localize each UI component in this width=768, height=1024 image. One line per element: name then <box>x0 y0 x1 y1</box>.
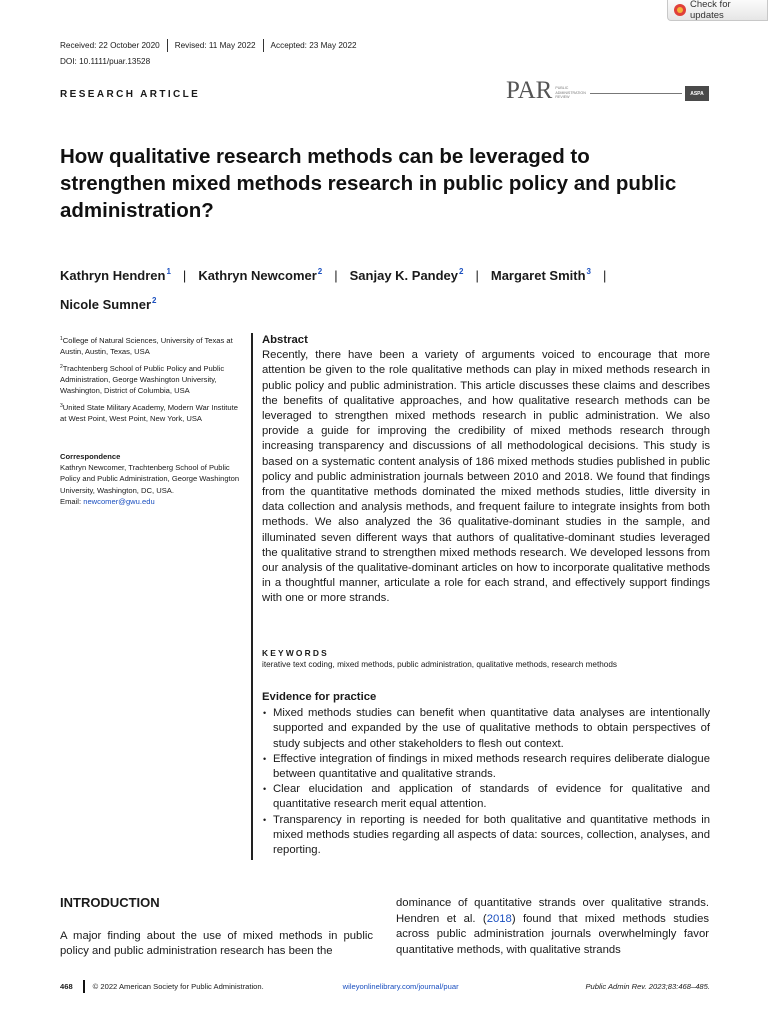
evidence-item: • Transparency in reporting is needed for both qualitative and quantitative methods in mixed methods studies regarding all aspects of data: sources, collection, analyses, and reporting. <box>262 813 710 859</box>
affiliation: $^1$College of Natural Sciences, University of Texas at Austin, Austin, Texas, USA <box>60 336 233 357</box>
affiliation-ref: 2 <box>317 267 323 276</box>
correspondence-text: Kathryn Newcomer, Trachtenberg School of Public Policy and Public Administration, George Washington University, Washington, DC, USA. Email: newcomer@gwu.edu <box>60 463 240 506</box>
abstract <box>262 333 710 607</box>
accepted-date: Accepted: 23 May 2022 <box>270 41 357 50</box>
check-for-updates-label: Check for updates <box>689 0 731 21</box>
introduction-right-column: dominance of quantitative strands over qualitative strands. Hendren et al. (2018) found that mixed methods studies across public administration journals overwhelmingly favor quantitative methods, with qualitative strands <box>396 897 710 956</box>
revised-date: Revised: 11 May 2022 <box>174 41 256 50</box>
evidence-list <box>262 706 710 858</box>
author[interactable]: Kathryn Hendren$^1$ <box>60 267 171 283</box>
email-link[interactable]: newcomer@gwu.edu <box>83 496 155 506</box>
keywords-text: iterative text coding, mixed methods, public administration, qualitative methods, research methods <box>262 660 617 669</box>
affiliation-ref: 3 <box>586 267 591 276</box>
logo-rule <box>590 93 682 94</box>
received-date: Received: 22 October 2020 <box>60 41 160 50</box>
evidence-heading: Evidence for practice <box>262 691 377 703</box>
affiliation-ref: 2 <box>152 296 157 305</box>
author[interactable]: Nicole Sumner$^2$ <box>60 296 157 312</box>
journal-citation: Public Admin Rev. 2023;83:468–485. <box>585 981 710 991</box>
journal-logo-name: PAR <box>506 77 553 104</box>
journal-logo <box>506 79 709 102</box>
affiliation-ref: 1 <box>166 267 171 276</box>
page-footer <box>60 979 710 993</box>
footer-divider <box>83 980 85 993</box>
journal-url[interactable]: wileyonlinelibrary.com/journal/puar <box>342 981 459 991</box>
introduction-left-column: A major finding about the use of mixed methods in public policy and public administration research has been the <box>60 930 373 958</box>
author[interactable]: Margaret Smith$^3$ <box>490 267 591 283</box>
article-dates <box>60 39 357 52</box>
affiliation: $^3$United State Military Academy, Modern War Institute at West Point, West Point, New York, USA <box>60 402 238 423</box>
date-divider <box>263 39 264 52</box>
evidence-item: • Effective integration of findings in mixed methods research requires deliberate dialogue between quantitative and qualitative strands. <box>262 752 710 782</box>
keywords-heading: KEYWORDS <box>262 648 329 658</box>
update-icon <box>674 4 686 16</box>
author[interactable]: Sanjay K. Pandey$^2$ <box>349 267 464 283</box>
affiliation: $^2$Trachtenberg School of Public Policy and Public Administration, George Washington University, Washington, District of Columbia, USA <box>60 363 225 396</box>
author-list: Kathryn Hendren$^1$ | Kathryn Newcomer$^2$ | Sanjay K. Pandey$^2$ | Margaret Smith$^3$ | Nicole Sumner$^2$ <box>60 267 607 312</box>
abstract-text: Recently, there have been a variety of arguments voiced to encourage that more attention be given to the role qualitative methods can play in mixed methods research in public policy and public administration. This article discusses these claims and describes the benefits of qualitative approaches, and how qualitative research methods can be leveraged to strengthen mixed methods research in public administration. We also provide a guide for improving the credibility of mixed methods research through increasing transparency and discussions of all methodological decisions. This study is based on a systematic content analysis of 186 mixed methods studies published in public policy and public administration journals between 2010 and 2018. We found that findings from the quantitative methods dominated the mixed methods studies, little diversity in data collection and analysis methods, and frequent failure to integrate insights from both methods. We also analyzed the 36 qualitative-dominant studies in the sample, and illuminated seven different ways that authors of qualitative-dominant studies leveraged the qualitative strand to strengthen mixed methods research. We developed lessons from our analysis of the qualitative-dominant articles on how to incorporate qualitative methods in a thoughtful manner, articulate a role for each strand, and effectively support findings with one or more strands. <box>262 349 710 605</box>
citation-link[interactable]: 2018 <box>486 912 512 925</box>
article-title: How qualitative research methods can be leveraged to strengthen mixed methods research in public policy and public administration? <box>60 145 677 222</box>
correspondence <box>60 451 246 507</box>
author[interactable]: Kathryn Newcomer$^2$ <box>198 267 323 283</box>
introduction-heading: INTRODUCTION <box>60 895 160 910</box>
abstract-heading: Abstract <box>262 334 308 346</box>
copyright: © 2022 American Society for Public Administration. <box>92 981 264 991</box>
affiliations <box>60 334 246 428</box>
column-divider <box>251 333 253 860</box>
aspa-logo: ASPA <box>685 86 709 101</box>
article-type: RESEARCH ARTICLE <box>60 89 201 100</box>
evidence-item: • Mixed methods studies can benefit when quantitative data analyses are intentionally supported and expanded by the use of qualitative methods to obtain perspectives of study subjects and other stakeholders to flesh out context. <box>262 706 710 752</box>
doi: DOI: 10.1111/puar.13528 <box>60 57 151 66</box>
keywords <box>262 648 710 669</box>
check-for-updates-button[interactable] <box>667 0 768 21</box>
evidence-item: • Clear elucidation and application of standards of evidence for qualitative and quantitative research merit equal attention. <box>262 782 710 812</box>
evidence-for-practice <box>262 690 710 858</box>
correspondence-heading: Correspondence <box>60 452 121 461</box>
page-number: 468 <box>60 981 73 991</box>
date-divider <box>167 39 168 52</box>
affiliation-ref: 2 <box>459 267 464 276</box>
journal-logo-subtitle: PUBLIC ADMINISTRATION REVIEW <box>555 86 586 99</box>
